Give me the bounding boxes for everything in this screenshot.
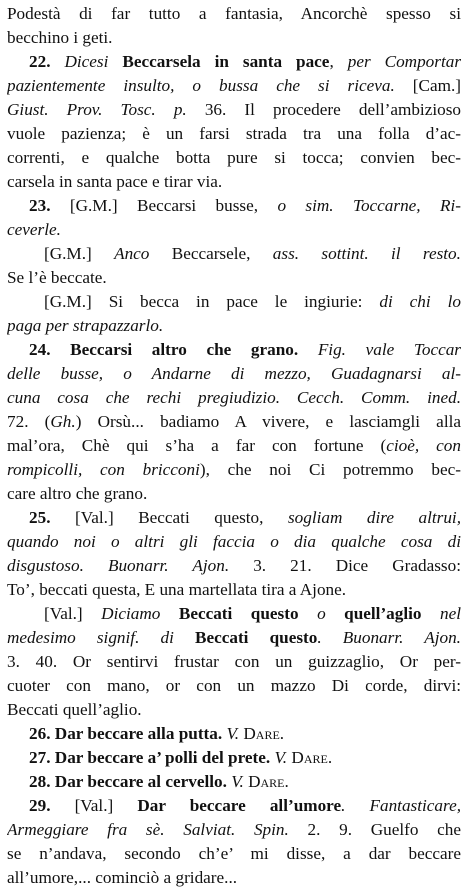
text-run: 23. [29,196,70,215]
text-run: Diciamo [101,604,179,623]
text-run: ceverle. [7,220,61,239]
text-run: o sim. Toccarne, Ri- [277,196,461,215]
text-line [7,482,461,506]
text-run: ass. sottint. il resto. [272,244,461,263]
text-run: Dicesi [64,52,123,71]
text-run: [G.M.] Si becca in pace le ingiurie: [44,292,380,311]
text-line [7,842,461,866]
text-run: [Val.] [74,796,138,815]
text-run: ) Orsù... badiamo A vivere, e lasciamgli alla [75,412,461,431]
text-line [7,434,461,458]
text-line [7,698,461,722]
text-run: nel [440,604,461,623]
text-run: Armeggiare fra sè. Salviat. Spin. [7,820,289,839]
text-run: delle busse, o Andarne di mezzo, Guadagnarsi al- [7,364,461,383]
text-run: Beccarsela in santa pace [122,52,330,71]
text-line [7,26,461,50]
text-run: To’, beccati questa, E una martellata tira a Ajone. [7,580,347,599]
text-line [7,650,461,674]
text-run: medesimo signif. di [7,628,195,647]
text-line [7,218,461,242]
text-run: [Val.] Beccati questo, [75,508,288,527]
text-line [7,314,461,338]
text-run: Dare. [248,772,289,791]
text-line [7,386,461,410]
text-line [7,266,461,290]
text-run: . Fantasticare, [341,796,461,815]
text-line [7,818,461,842]
text-line [7,866,461,890]
text-run: 24. Beccarsi altro che grano. [29,340,299,359]
text-run: se n’andava, secondo ch’e’ mi disse, a dar beccare [7,844,461,863]
text-run: Podestà di far tutto a fantasia, Ancorchè spesso si [7,4,461,23]
text-run: Se l’è beccate. [7,268,107,287]
text-run: cuna cosa che rechi pregiudizio. Cecch. Comm. ined. [7,388,461,407]
text-run: paga per strapazzarlo. [7,316,164,335]
text-line [7,530,461,554]
text-run: quell’aglio [344,604,441,623]
text-run: care altro che grano. [7,484,148,503]
text-run: [G.M.] Beccarsi busse, [69,196,278,215]
text-line [7,554,461,578]
text-run: Beccati quell’aglio. [7,700,142,719]
text-line [7,626,461,650]
text-run: Beccati questo [195,628,318,647]
text-run: correnti, e qualche botta pure si tocca; convien bec- [7,148,461,167]
text-line [7,242,461,266]
text-line [7,74,461,98]
text-run: all’umore,... cominciò a gridare... [7,868,238,887]
text-run: 2. 9. Guelfo che [288,820,461,839]
text-line [7,290,461,314]
text-line [7,362,461,386]
text-line [7,746,461,770]
text-run: 36. Il procedere dell’ambizioso [186,100,461,119]
text-line [7,674,461,698]
text-run: 3. 21. Dice Gradasso: [229,556,461,575]
text-line [7,578,461,602]
text-line [7,146,461,170]
text-run: quando noi o altri gli faccia o dia qualche cosa di [7,532,461,551]
text-run: Gh. [50,412,76,431]
text-run: Fig. vale Toccar [298,340,461,359]
text-line [7,2,461,26]
text-run: , [329,52,348,71]
text-line [7,794,461,818]
text-line [7,506,461,530]
text-run: Dare. [243,724,285,743]
text-run: mal’ora, Chè qui s’ha a far con fortune ( [7,436,387,455]
text-run: Dare. [291,748,333,767]
text-line [7,770,461,794]
text-run: [Val.] [44,604,102,623]
text-line [7,122,461,146]
text-line [7,458,461,482]
text-run: 26. Dar beccare alla putta. [29,724,223,743]
text-run: V. [226,772,249,791]
text-line [7,50,461,74]
text-run: 27. Dar beccare a’ polli del prete. [29,748,271,767]
text-line [7,410,461,434]
text-run: per Comportar [347,52,461,71]
text-run: Dar beccare all’umore [137,796,342,815]
text-run: V. [222,724,244,743]
text-run: [G.M.] [44,244,115,263]
text-run: 3. 40. Or sentirvi frustar con un guizzaglio, Or per- [7,652,461,671]
text-run: 29. [29,796,75,815]
text-run: vuole pazienza; è un farsi strada tra una folla d’ac- [7,124,461,143]
text-run: [Cam.] [394,76,461,95]
text-run: ), che noi Ci potremmo bec- [199,460,461,479]
text-run: cuoter con mano, or con un mazzo Di corde, dirvi: [7,676,461,695]
text-line [7,170,461,194]
text-run: 25. [29,508,76,527]
text-run: Anco [114,244,172,263]
text-run: 22. [29,52,65,71]
text-run: Beccarsele, [171,244,273,263]
text-run: o [317,604,345,623]
text-line [7,722,461,746]
text-run: pazientemente insulto, o bussa che si riceva. [7,76,395,95]
text-run: carsela in santa pace e tirar via. [7,172,223,191]
text-run: cioè, con [386,436,461,455]
text-line [7,194,461,218]
text-line [7,338,461,362]
text-run: disgustoso. Buonarr. Ajon. [7,556,230,575]
text-run: becchino i geti. [7,28,113,47]
text-run: di chi lo [379,292,461,311]
text-run: sogliam dire altrui, [287,508,461,527]
text-run: Giust. Prov. Tosc. p. [7,100,187,119]
text-run: 28. Dar beccare al cervello. [29,772,227,791]
text-run: 72. ( [7,412,51,431]
text-run: rompicolli, con bricconi [7,460,200,479]
text-run: Beccati questo [178,604,318,623]
text-line [7,602,461,626]
text-run: V. [270,748,292,767]
text-line [7,98,461,122]
text-run: . Buonarr. Ajon. [317,628,461,647]
